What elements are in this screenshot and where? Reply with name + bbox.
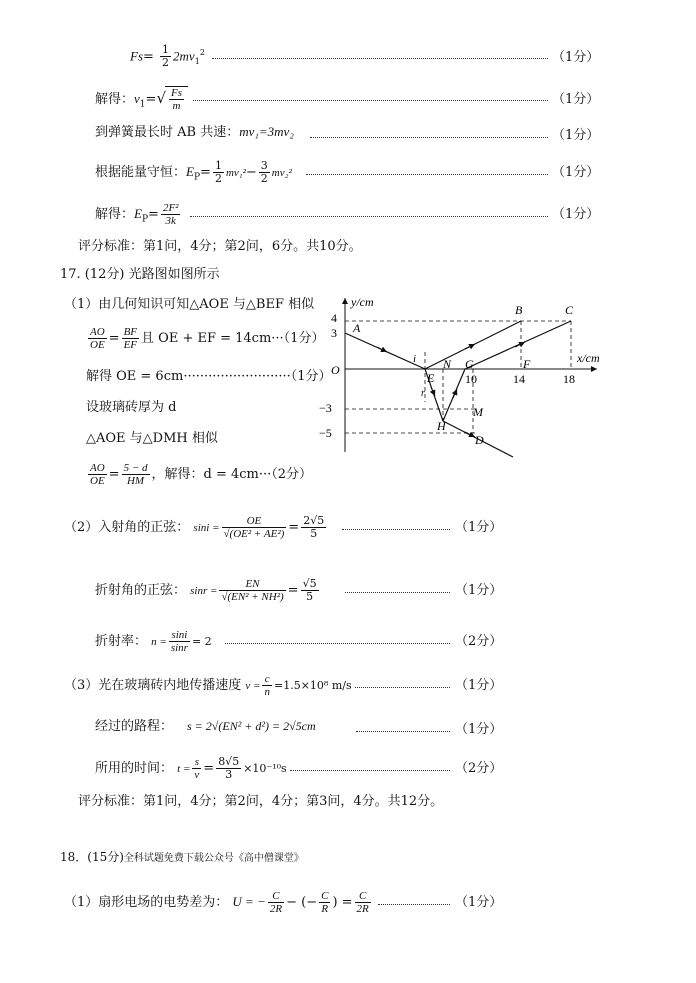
q17-path: 经过的路程： s = 2√(EN² + d²) = 2√5cm bbox=[95, 719, 316, 734]
score: （1分） bbox=[455, 722, 503, 737]
q17-thickness: 设玻璃砖厚为 d bbox=[86, 400, 177, 415]
q17-part1: （1）由几何知识可知△AOE 与△BEF 相似 bbox=[64, 297, 315, 312]
leader-dots bbox=[356, 731, 450, 732]
point-label-e: E bbox=[427, 371, 435, 385]
q18-title: 18．(15分)全科试题免费下载公众号《高中僧课堂》 bbox=[60, 850, 304, 864]
leader-dots bbox=[212, 58, 548, 59]
point-label-a: A bbox=[353, 321, 361, 335]
eq-ep: 解得：$E_P=$ $\frac{\text{2F²}}{3k}$ bbox=[95, 202, 179, 227]
grading-16: 评分标准：第1问，4分；第2问，6分。共10分。 bbox=[78, 239, 362, 254]
score: （1分） bbox=[455, 583, 503, 598]
q17-part2: （2）入射角的正弦： sini = $\frac{OE}{\text{√(OE² + AE²)}}$ = $\frac{2√5}{5}$ bbox=[64, 514, 325, 540]
leader-dots bbox=[342, 529, 450, 530]
origin-label: O bbox=[331, 363, 340, 377]
light-path-diagram bbox=[315, 292, 615, 462]
xtick: 14 bbox=[513, 372, 525, 386]
point-label-h: H bbox=[437, 419, 446, 433]
score: （1分） bbox=[552, 92, 600, 107]
point-label-d: D bbox=[475, 433, 484, 447]
leader-dots bbox=[290, 770, 450, 771]
eq-v1: 解得：$v_1=√$ $\frac{Fs}{m}$ bbox=[95, 86, 188, 114]
leader-dots bbox=[225, 643, 450, 644]
score: （1分） bbox=[455, 520, 503, 535]
angle-i-label: i bbox=[413, 353, 417, 365]
eq-fs: Fs= $\frac{1}{2}$ $2mv_1^2$ bbox=[130, 43, 205, 70]
eq-energy: 根据能量守恒：$E_P=$ $\frac{1}{2}$ mv₁²− $\frac{3}{2}$ mv₂² bbox=[95, 159, 292, 185]
leader-dots bbox=[355, 687, 450, 688]
point-label-b: B bbox=[515, 303, 523, 317]
score: （2分） bbox=[455, 761, 503, 776]
q17-part3: （3）光在玻璃砖内地传播速度 v = $\frac{c}{n}$ =1.5×10⁸ m/s bbox=[64, 673, 352, 698]
q17-ratio: $\frac{AO}{OE}$ = $\frac{BF}{EF}$ 且 OE + EF = 14cm···（1分） bbox=[90, 326, 325, 351]
q17-sinr: 折射角的正弦： sinr = $\frac{EN}{\text{√(EN² + NH²)}}$ = $\frac{√5}{5}$ bbox=[95, 577, 317, 603]
score: （1分） bbox=[455, 895, 503, 910]
y-axis-label: y/cm bbox=[351, 295, 374, 309]
score: （1分） bbox=[552, 128, 600, 143]
xtick: 10 bbox=[465, 372, 477, 386]
leader-dots bbox=[190, 216, 548, 217]
ytick: 4 bbox=[331, 311, 337, 325]
q18-part1: （1）扇形电场的电势差为： U = − $\frac{C}{2R}$ − (− $\frac{C}{R}$ ) = $\frac{C}{2R}$ bbox=[64, 890, 369, 915]
point-label-n: N bbox=[443, 357, 452, 371]
ytick: 3 bbox=[331, 326, 337, 340]
leader-dots bbox=[378, 904, 450, 905]
score: （1分） bbox=[552, 207, 600, 222]
score: （1分） bbox=[552, 50, 600, 65]
point-label-f: F bbox=[523, 357, 531, 371]
grading-17: 评分标准：第1问，4分；第2问，4分；第3问，4分。共12分。 bbox=[78, 794, 444, 809]
leader-dots bbox=[306, 174, 548, 175]
score: （1分） bbox=[455, 678, 503, 693]
q17-index: 折射率： n = $\frac{\sin i}{\sin r}$ = 2 bbox=[95, 629, 212, 654]
angle-r-label: r bbox=[421, 388, 425, 399]
score: （2分） bbox=[455, 634, 503, 649]
q17-ratio2: $\frac{AO}{OE}$ = $\frac{5 - d}{HM}$ ，解得：d = 4cm···（2分） bbox=[90, 462, 313, 487]
ytick: −3 bbox=[319, 401, 332, 415]
leader-dots bbox=[310, 137, 548, 138]
eq-momentum: 到弹簧最长时 AB 共速：mv₁=3mv₂ bbox=[95, 124, 294, 140]
leader-dots bbox=[193, 100, 548, 101]
q17-title: 17. (12分) 光路图如图所示 bbox=[60, 267, 220, 282]
q17-time: 所用的时间： t = $\frac{s}{v}$ = $\frac{8√5}{3}$ ×10⁻¹⁰s bbox=[95, 755, 287, 781]
leader-dots bbox=[345, 592, 450, 593]
xtick: 18 bbox=[563, 372, 575, 386]
score: （1分） bbox=[552, 165, 600, 180]
point-label-c: C bbox=[565, 303, 574, 317]
x-axis-label: x/cm bbox=[577, 351, 600, 365]
point-label-m: M bbox=[473, 405, 483, 419]
q17-oe: 解得 OE = 6cm··························（1分） bbox=[86, 369, 332, 384]
ytick: −5 bbox=[319, 426, 332, 440]
point-label-g: G bbox=[465, 357, 474, 371]
q17-similar: △AOE 与△DMH 相似 bbox=[86, 431, 218, 446]
